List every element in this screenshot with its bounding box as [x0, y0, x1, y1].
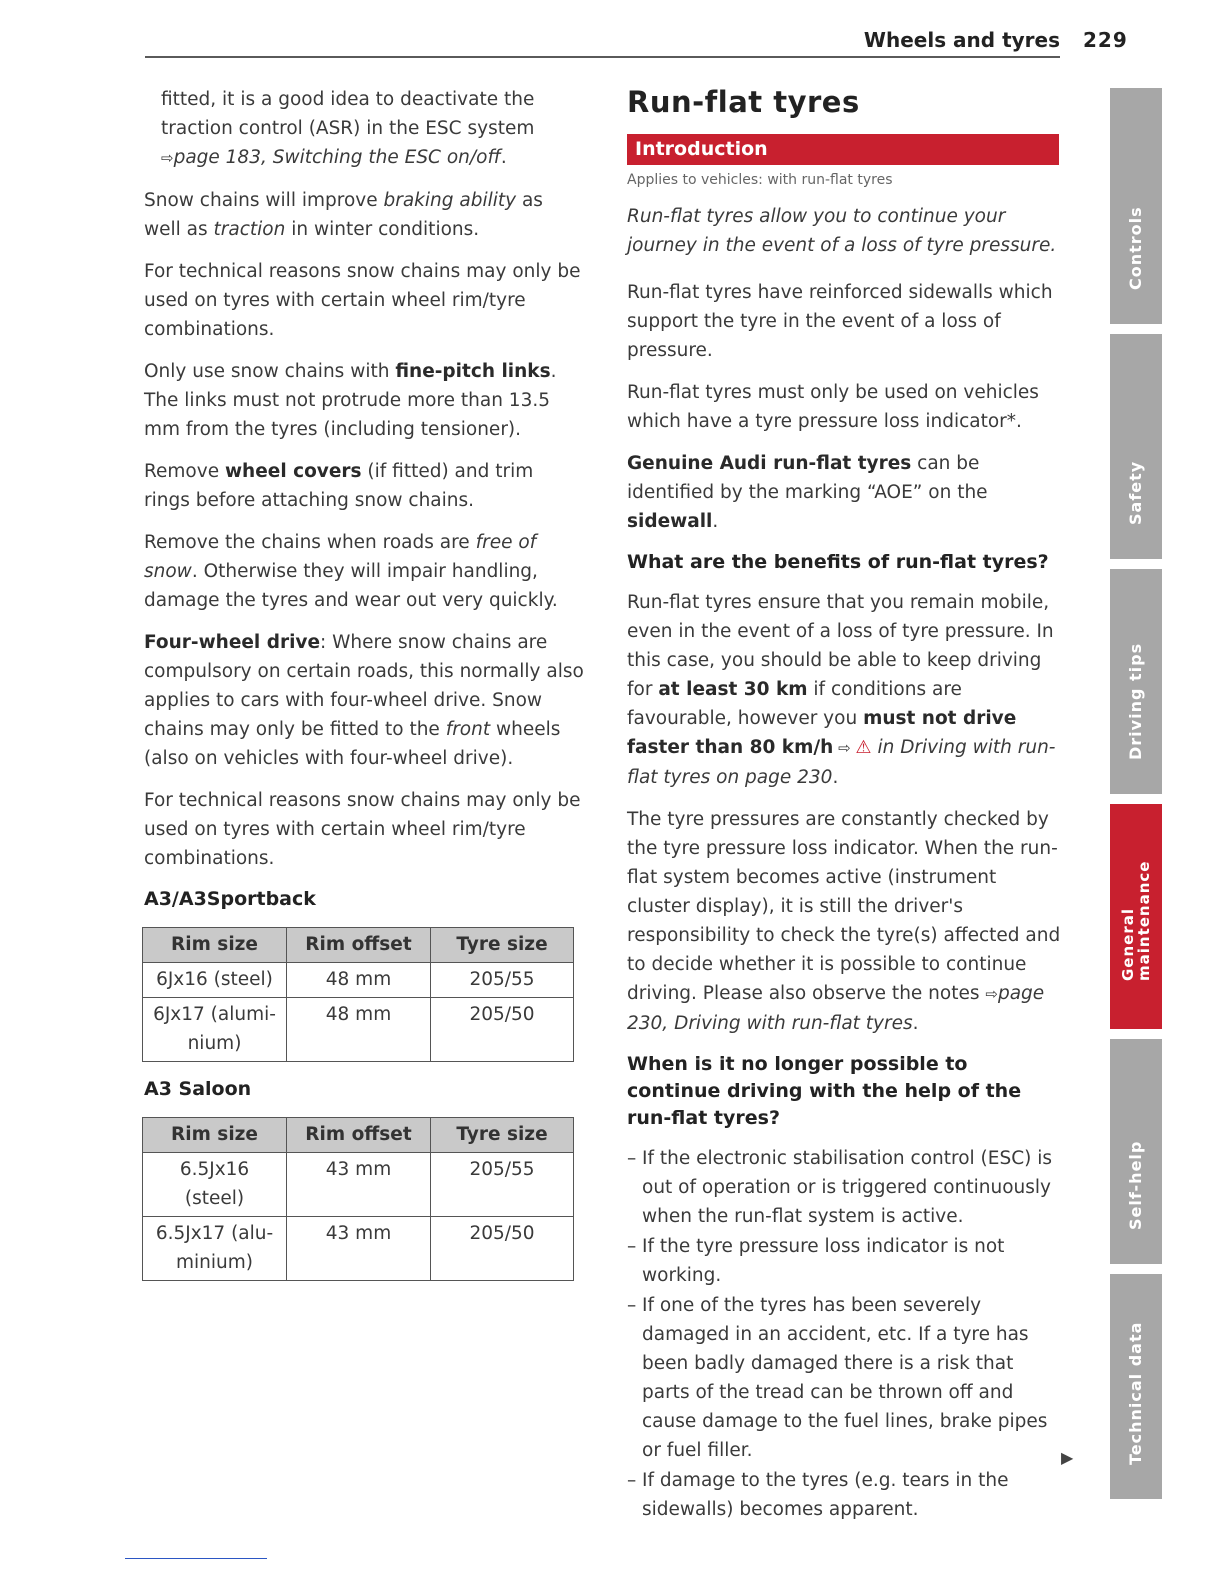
table-cell: 48 mm — [287, 963, 431, 998]
tab-label: General maintenance — [1119, 860, 1153, 981]
applies-to-note: Applies to vehicles: with run-flat tyres — [627, 172, 893, 188]
tab-label: Controls — [1126, 206, 1145, 290]
paragraph-asr — [144, 85, 584, 173]
list-item: – If the electronic stabilisation control (ESC) is out of operation or is triggered continuously when the run-flat system is active. — [627, 1144, 1065, 1231]
table-heading-a3-saloon: A3 Saloon — [144, 1078, 252, 1100]
paragraph-text: The tyre pressures are constantly checked by the tyre pressure loss indicator. When the run-flat system becomes active (instrument cluster display), it is still the driver's responsibility to check the tyre(s) affected and to decide whether it is possible to continue driving. Please also observe the notes — [627, 809, 1061, 1004]
table-row — [143, 998, 574, 1062]
table-cell: 6.5Jx17 (alu-minium) — [143, 1217, 287, 1281]
paragraph-text: . Otherwise they will impair handling, damage the tyres and wear out very quickly. — [144, 561, 558, 611]
paragraph-pressure-indicator: Run-flat tyres must only be used on vehicles which have a tyre pressure loss indicator*. — [627, 382, 1039, 432]
paragraph-text: if conditions are favourable, however you — [627, 679, 962, 729]
bold-text: at least 30 km — [658, 679, 808, 700]
emphasis-text: front — [445, 719, 491, 740]
paragraph-text: . The links must not protrude more than 13.5 mm from the tyres (including tensioner). — [144, 361, 557, 440]
bold-text: wheel covers — [224, 461, 362, 482]
emphasis-text: traction — [213, 219, 286, 240]
paragraph-text: Remove the chains when roads are — [144, 532, 476, 553]
paragraph-text: Snow chains will improve — [144, 190, 384, 211]
paragraph-benefits — [627, 588, 1065, 792]
table-cell: 6Jx17 (alumi-nium) — [143, 998, 287, 1062]
paragraph-text: fitted, it is a good idea to deactivate the traction control (ASR) in the ESC system — [161, 89, 535, 139]
page-number: 229 — [1083, 28, 1128, 52]
lead-paragraph: Run-flat tyres allow you to continue your journey in the event of a loss of tyre pressure. — [627, 206, 1057, 256]
footer-line — [125, 1558, 267, 1559]
tab-label: Safety — [1126, 460, 1145, 525]
table-row — [143, 1153, 574, 1217]
running-header-title: Wheels and tyres — [863, 28, 1060, 52]
table-header-row — [143, 928, 574, 963]
paragraph-text: in winter conditions. — [285, 219, 480, 240]
paragraph-text: (if fitted) and trim rings before attaching snow chains. — [144, 461, 534, 511]
paragraph-text: : Where snow chains are compulsory on certain roads, this normally also applies to cars with four-wheel drive. Snow chains may only be fitted to the — [144, 632, 584, 740]
paragraph-remove-chains — [144, 528, 584, 615]
table-heading-a3-sportback: A3/A3Sportback — [144, 888, 316, 910]
table-header-row — [143, 1118, 574, 1153]
tab-label: Self-help — [1126, 1140, 1145, 1230]
table-cell: 205/50 — [431, 998, 574, 1062]
tab-controls[interactable] — [1110, 88, 1162, 324]
list-item: – If damage to the tyres (e.g. tears in the sidewalls) becomes apparent. — [627, 1466, 1065, 1524]
paragraph-four-wheel-drive — [144, 628, 584, 773]
paragraph-reinforced-sidewalls: Run-flat tyres have reinforced sidewalls which support the tyre in the event of a loss of pressure. — [627, 282, 1053, 361]
table-cell: 205/55 — [431, 1153, 574, 1217]
conditions-list — [627, 1144, 1065, 1524]
table-cell: 6Jx16 (steel) — [143, 963, 287, 998]
bold-text: sidewall — [627, 511, 713, 532]
column-header-rim-offset: Rim offset — [287, 928, 431, 963]
paragraph-text: Run-flat tyres ensure that you remain mobile, even in the event of a loss of tyre pressure. In this case, you should be able to keep driving for — [627, 592, 1054, 700]
column-header-rim-offset: Rim offset — [287, 1118, 431, 1153]
tab-general-maintenance[interactable] — [1110, 804, 1162, 1029]
table-cell: 6.5Jx16 (steel) — [143, 1153, 287, 1217]
table-cell: 43 mm — [287, 1153, 431, 1217]
paragraph-pressure-check — [627, 805, 1065, 1038]
list-item: – If one of the tyres has been severely damaged in an accident, etc. If a tyre has been badly damaged there is a risk that parts of the tread can be thrown off and cause damage to the fuel lines, brake pipes or fuel filler. — [627, 1291, 1065, 1465]
table-row — [143, 963, 574, 998]
cross-reference-arrow-icon: ⇨ — [833, 739, 856, 757]
paragraph-technical-reasons-2: For technical reasons snow chains may only be used on tyres with certain wheel rim/tyre combinations. — [144, 790, 581, 869]
bold-text: must not drive faster than 80 km/h — [627, 708, 1017, 758]
bold-text: Genuine Audi run-flat tyres — [627, 453, 912, 474]
tab-label: Driving tips — [1126, 642, 1145, 760]
paragraph-fine-pitch — [144, 357, 584, 444]
cross-reference-arrow-icon: ⇨ — [161, 149, 174, 167]
column-header-rim-size: Rim size — [143, 1118, 287, 1153]
column-header-tyre-size: Tyre size — [431, 1118, 574, 1153]
paragraph-text: . — [712, 511, 719, 532]
cross-reference-link[interactable]: in Driving with run-flat tyres on page 230 — [627, 737, 1056, 788]
introduction-bar: Introduction — [627, 134, 1059, 165]
cross-reference-link[interactable]: page 183, Switching the ESC on/off — [173, 147, 501, 168]
bold-text: Four-wheel drive — [144, 632, 321, 653]
tab-technical-data[interactable] — [1110, 1274, 1162, 1499]
paragraph-braking — [144, 186, 584, 244]
paragraph-text: wheels (also on vehicles with four-wheel drive). — [144, 719, 561, 769]
table-cell: 205/50 — [431, 1217, 574, 1281]
list-item: – If the tyre pressure loss indicator is not working. — [627, 1232, 1065, 1290]
paragraph-wheel-covers — [144, 457, 584, 515]
paragraph-text: . — [832, 767, 839, 788]
emphasis-text: free of snow — [144, 532, 537, 582]
paragraph-text: Only use snow chains with — [144, 361, 396, 382]
emphasis-text: braking ability — [383, 190, 517, 211]
bold-text: fine-pitch links — [395, 361, 551, 382]
section-title: Run-flat tyres — [627, 85, 860, 119]
table-row — [143, 1217, 574, 1281]
rim-table-a3-sportback — [142, 927, 574, 1062]
tab-driving-tips[interactable] — [1110, 569, 1162, 794]
column-header-tyre-size: Tyre size — [431, 928, 574, 963]
paragraph-text: . — [500, 147, 507, 168]
table-cell: 43 mm — [287, 1217, 431, 1281]
paragraph-technical-reasons: For technical reasons snow chains may only be used on tyres with certain wheel rim/tyre combinations. — [144, 261, 581, 340]
tab-label: Technical data — [1126, 1321, 1145, 1465]
paragraph-text: as well as — [144, 190, 543, 240]
subheading-benefits: What are the benefits of run-flat tyres? — [627, 551, 1049, 573]
warning-triangle-icon: ⚠ — [855, 737, 872, 758]
paragraph-genuine-audi — [627, 449, 1065, 536]
header-rule — [145, 56, 1060, 58]
subheading-no-longer-possible: When is it no longer possible to continue driving with the help of the run-flat tyres? — [627, 1053, 1022, 1129]
table-cell: 205/55 — [431, 963, 574, 998]
tab-self-help[interactable] — [1110, 1039, 1162, 1264]
left-column — [144, 85, 584, 1295]
paragraph-text: . — [912, 1013, 919, 1034]
cross-reference-link[interactable]: page 230, Driving with run-flat tyres — [627, 983, 1045, 1034]
cross-reference-arrow-icon: ⇨ — [985, 985, 998, 1003]
column-header-rim-size: Rim size — [143, 928, 287, 963]
paragraph-text: Remove — [144, 461, 225, 482]
rim-table-a3-saloon — [142, 1117, 574, 1281]
table-cell: 48 mm — [287, 998, 431, 1062]
tab-safety[interactable] — [1110, 334, 1162, 559]
continue-arrow-icon: ▶ — [1061, 1448, 1074, 1467]
right-column — [627, 84, 1065, 1525]
paragraph-text: can be identified by the marking “AOE” on the — [627, 453, 988, 503]
